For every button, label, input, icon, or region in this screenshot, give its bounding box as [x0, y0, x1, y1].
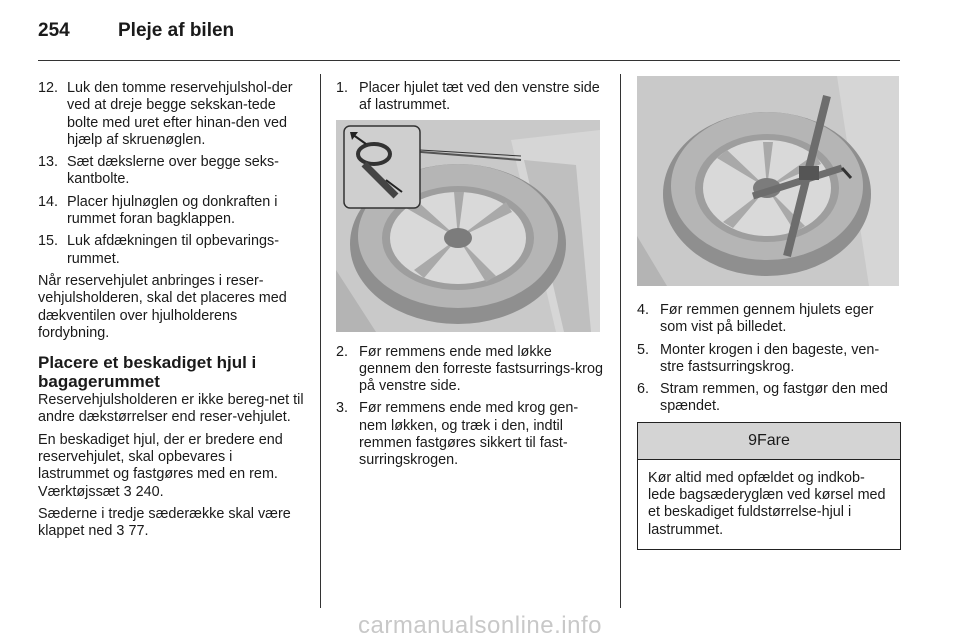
list-item: 5. Monter krogen i den bageste, ven-stre fastsurringskrog. — [637, 341, 880, 375]
reference-arrow-icon: 3 — [123, 483, 132, 500]
list-item: 6. Stram remmen, og fastgør den med spændet. — [637, 381, 888, 415]
page-reference-link[interactable]: 3 240. — [123, 483, 164, 500]
column-divider-2 — [620, 74, 621, 608]
list-item: 4. Før remmen gennem hjulets eger som vist på billedet. — [637, 302, 874, 336]
page-reference-link[interactable]: 3 77. — [116, 523, 149, 540]
reference-arrow-icon: 3 — [116, 523, 125, 540]
section-heading: Placere et beskadiget hjul i bagagerummet — [38, 353, 257, 392]
list-item-text: Placer hjulnøglen og donkraften i rummet foran bagklappen. — [67, 193, 278, 228]
list-item: 15. Luk afdækningen til opbevarings-rummet. — [38, 233, 279, 267]
list-item-text: Luk den tomme reservehjulshol-der ved at dreje begge sekskan-tede bolte med uret efter hinan-den ved hjælp af skruenøglen. — [67, 80, 293, 148]
page-number: 254 — [38, 20, 70, 41]
footer-watermark: carmanualsonline.info — [358, 612, 602, 639]
list-item-text: Placer hjulet tæt ved den venstre side af lastrummet. — [359, 80, 600, 114]
list-item-text: Stram remmen, og fastgør den med spændet. — [660, 381, 888, 415]
column-3 — [637, 80, 901, 550]
warning-header — [638, 423, 900, 460]
illustration-wheel-placement — [336, 120, 600, 332]
list-item-text: Før remmens ende med krog gen-nem løkken, og træk i den, indtil remmen fastgøres sikkert til fast-surringskrogen. — [359, 400, 579, 469]
list-item: 13. Sæt dækslerne over begge seks-kantbolte. — [38, 154, 279, 188]
list-item: 2. Før remmens ende med løkke gennem den forreste fastsurrings-krog på venstre side. — [336, 343, 603, 395]
list-item: 1. Placer hjulet tæt ved den venstre side af lastrummet. — [336, 80, 600, 114]
column-divider-1 — [320, 74, 321, 608]
paragraph: En beskadiget hjul, der er bredere end reservehjulet, skal opbevares i lastrummet og fastgøres med en rem. Værktøjssæt 3 240. — [38, 431, 283, 500]
list-item-text: Luk afdækningen til opbevarings-rummet. — [67, 233, 279, 267]
list-item: 12. Luk den tomme reservehjulshol-der ved at dreje begge sekskan-tede bolte med uret efter hinan-den ved hjælp af skruenøglen. — [38, 80, 293, 148]
page-title: Pleje af bilen — [118, 20, 235, 41]
paragraph: Sæderne i tredje sæderække skal være klappet ned 3 77. — [38, 505, 291, 540]
column-1 — [38, 80, 306, 546]
warning-title: Fare — [757, 431, 790, 449]
list-item-text: Før remmens ende med løkke gennem den forreste fastsurrings-krog på venstre side. — [359, 343, 603, 395]
illustration-strap-through-spokes — [637, 76, 899, 286]
header-rule — [38, 60, 900, 61]
list-item-text: Monter krogen i den bageste, ven-stre fastsurringskrog. — [660, 341, 880, 375]
list-item-text: Før remmen gennem hjulets eger som vist på billedet. — [660, 302, 874, 336]
column-2 — [336, 80, 606, 475]
paragraph: Når reservehjulet anbringes i reser-vehjulsholderen, skal det placeres med dækventilen over hjulholderens fordybning. — [38, 272, 287, 341]
list-item: 3. Før remmens ende med krog gen-nem løkken, og træk i den, indtil remmen fastgøres sikkert til fast-surringskrogen. — [336, 400, 579, 469]
paragraph: Reservehjulsholderen er ikke bereg-net til andre dækstørrelser end reser-vehjulet. — [38, 392, 304, 426]
list-item-text: Sæt dækslerne over begge seks-kantbolte. — [67, 154, 279, 188]
warning-box — [637, 422, 901, 550]
warning-icon: 9 — [748, 431, 757, 449]
list-item: 14. Placer hjulnøglen og donkraften i rummet foran bagklappen. — [38, 193, 278, 228]
warning-text: Kør altid med opfældet og indkob-lede bagsæderyglæn ved kørsel med et beskadiget fuldstørrelse-hjul i lastrummet. — [648, 469, 886, 538]
